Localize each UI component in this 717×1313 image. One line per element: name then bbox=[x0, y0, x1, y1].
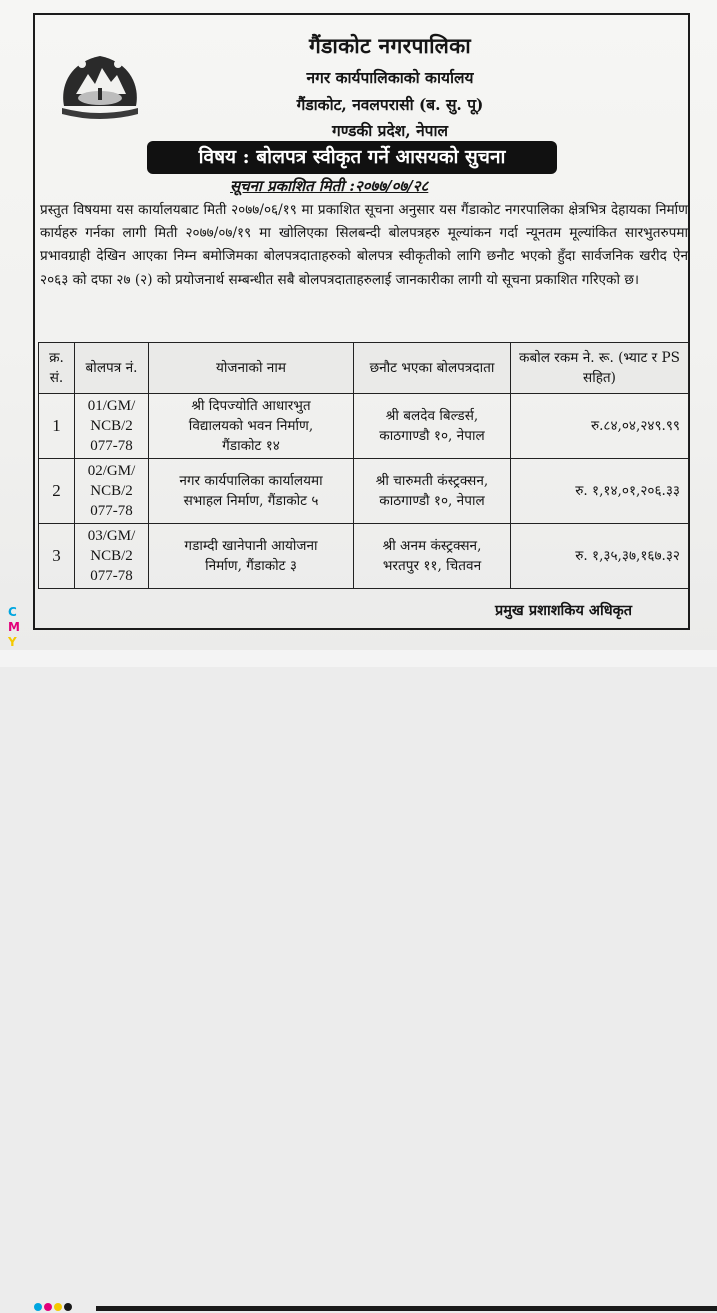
cell-project bbox=[149, 524, 354, 589]
registration-dots bbox=[34, 1303, 72, 1313]
bid-no-line: NCB/2 bbox=[90, 418, 133, 434]
bid-no-line: 077-78 bbox=[90, 568, 133, 584]
project-line: निर्माण, गैंडाकोट ३ bbox=[205, 558, 297, 574]
bid-no-line: NCB/2 bbox=[90, 483, 133, 499]
bidder-line: श्री चारुमती कंस्ट्रक्सन, bbox=[375, 473, 489, 489]
cell-project bbox=[149, 459, 354, 524]
project-line: विद्यालयको भवन निर्माण, bbox=[188, 418, 314, 434]
office-name: नगर कार्यपालिकाको कार्यालय bbox=[306, 68, 474, 87]
table-header-row bbox=[39, 343, 689, 394]
cell-amount: रु. १,१४,०१,२०६.३३ bbox=[511, 459, 689, 524]
cell-amount: रु. १,३५,३७,१६७.३२ bbox=[511, 524, 689, 589]
bidder-line: भरतपुर ११, चितवन bbox=[382, 558, 482, 574]
cell-bidder bbox=[354, 394, 511, 459]
cyan-dot bbox=[34, 1303, 42, 1311]
signatory-title: प्रमुख प्रशाशकिय अधिकृत bbox=[495, 602, 633, 619]
cmyk-letter-c: C bbox=[8, 605, 17, 619]
table-row bbox=[39, 459, 689, 524]
bidder-line: श्री अनम कंस्ट्रक्सन, bbox=[382, 538, 482, 554]
cmyk-letter-m: M bbox=[8, 620, 20, 634]
subject-banner: विषय : बोलपत्र स्वीकृत गर्ने आसयको सुचना bbox=[147, 141, 557, 174]
project-line: नगर कार्यपालिका कार्यालयमा bbox=[179, 473, 323, 489]
published-date: सूचना प्रकाशित मिती :२०७७/०७/२८ bbox=[230, 177, 429, 195]
col-header-sn: क्र. सं. bbox=[39, 343, 75, 394]
bid-no-line: 02/GM/ bbox=[87, 463, 136, 479]
cell-sn: 1 bbox=[39, 394, 75, 459]
col-header-project: योजनाको नाम bbox=[149, 343, 354, 394]
cell-bid-no bbox=[75, 394, 149, 459]
cell-bid-no bbox=[75, 524, 149, 589]
newspaper-clipping bbox=[0, 0, 717, 650]
bid-no-line: 077-78 bbox=[90, 503, 133, 519]
table-row bbox=[39, 524, 689, 589]
cell-sn: 2 bbox=[39, 459, 75, 524]
black-print-bar bbox=[96, 1306, 717, 1311]
bidder-line: श्री बलदेव बिल्डर्स, bbox=[385, 408, 479, 424]
cell-bidder bbox=[354, 459, 511, 524]
office-address: गैंडाकोट, नवलपरासी (ब. सु. पू) bbox=[296, 95, 484, 114]
cmyk-letter-y: Y bbox=[8, 635, 17, 649]
nepal-government-emblem-icon bbox=[54, 48, 146, 120]
yellow-dot bbox=[54, 1303, 62, 1311]
cell-sn: 3 bbox=[39, 524, 75, 589]
municipality-name: गैंडाकोट नगरपालिका bbox=[309, 33, 471, 58]
col-header-bid-no: बोलपत्र नं. bbox=[75, 343, 149, 394]
bidder-line: काठगाण्डौ १०, नेपाल bbox=[379, 428, 485, 444]
bid-no-line: 077-78 bbox=[90, 438, 133, 454]
project-line: सभाहल निर्माण, गैंडाकोट ५ bbox=[183, 493, 319, 509]
cell-project bbox=[149, 394, 354, 459]
cell-bidder bbox=[354, 524, 511, 589]
cell-bid-no bbox=[75, 459, 149, 524]
project-line: गडाम्दी खानेपानी आयोजना bbox=[184, 538, 318, 554]
bid-no-line: 01/GM/ bbox=[87, 398, 136, 414]
bidder-line: काठगाण्डौ १०, नेपाल bbox=[379, 493, 485, 509]
project-line: गैंडाकोट १४ bbox=[222, 438, 280, 454]
bid-no-line: 03/GM/ bbox=[87, 528, 136, 544]
cell-amount: रु.८४,०४,२४९.९९ bbox=[511, 394, 689, 459]
notice-body: प्रस्तुत विषयमा यस कार्यालयबाट मिती २०७७/०६/१९ मा प्रकाशित सूचना अनुसार यस गैंडाकोट नगरपालिका क्षेत्रभित्र देहायका निर्माण कार्यहरु गर्नका लागी मिती २०७७/०७/१९ मा खोलिएका सिलबन्दी बोलपत्रहरु मूल्यांकन गर्दा न्यूनतम मूल्यांकित सारभुतरुपमा प्रभावग्राही देखिन आएका निम्न बमोजिमका बोलपत्रदाताहरुको बोलपत्र स्वीकृतीको लागि छनौट भएको हुँदा सार्वजनिक खरीद ऐन २०६३ को दफा २७ (२) को प्रयोजनार्थ सम्बन्धीत सबै बोलपत्रदाताहरुलाई जानकारीका लागी यो सूचना प्रकाशित गरिएको छ। bbox=[40, 202, 688, 288]
bid-table bbox=[38, 342, 689, 589]
col-header-amount: कबोल रकम ने. रू. (भ्याट र PS सहित) bbox=[511, 343, 689, 394]
magenta-dot bbox=[44, 1303, 52, 1311]
table-row bbox=[39, 394, 689, 459]
bid-no-line: NCB/2 bbox=[90, 548, 133, 564]
col-header-bidder: छनौट भएका बोलपत्रदाता bbox=[354, 343, 511, 394]
province-name: गण्डकी प्रदेश, नेपाल bbox=[331, 121, 448, 140]
black-dot bbox=[64, 1303, 72, 1311]
print-strip bbox=[0, 650, 717, 667]
project-line: श्री दिपज्योति आधारभुत bbox=[191, 398, 311, 414]
